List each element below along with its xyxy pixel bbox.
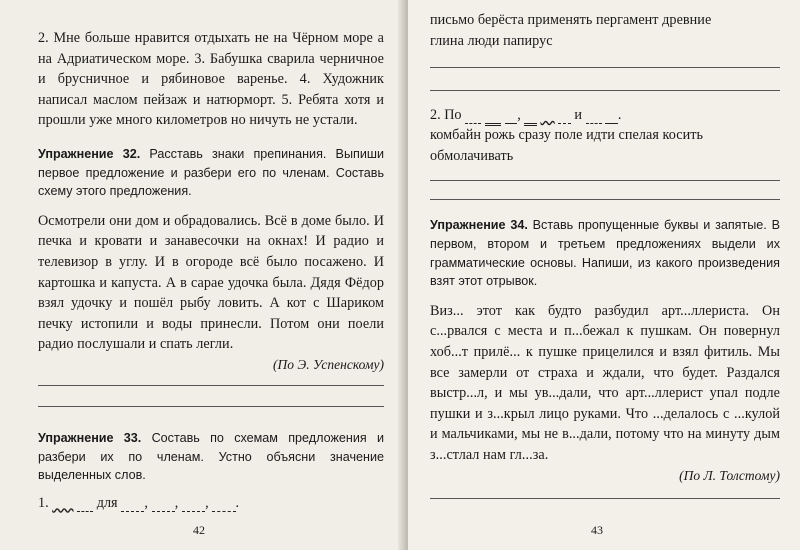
answer-line[interactable]: [430, 90, 780, 91]
exercise-34-credit: (По Л. Толстому): [679, 467, 780, 483]
answer-line[interactable]: [38, 385, 384, 386]
exercise-33-instructions: Составь по схемам предложения и разбери их по членам. Устно объясни значение выделенных слов.: [38, 430, 384, 483]
scheme-predicate-mark: [485, 107, 501, 126]
exercise-33-scheme: 1. для , , , .: [38, 494, 240, 511]
scheme-circumstance-mark: [121, 495, 144, 512]
scheme-circumstance-mark: [586, 107, 602, 124]
exercise-31-sentences: 2. Мне больше нравится отдыхать не на Чёрном море а на Адриатическом море. 3. Бабушка сварила черничное и брусничное и рябиновое варенье. 4. Художник написал маслом пейзаж и натюрморт. 5. Ребята хотя и прошли уже много километров но ничуть не устали.: [38, 30, 384, 129]
scheme-predicate-mark: [52, 495, 73, 511]
exercise-32-credit: (По Э. Успенскому): [273, 356, 384, 372]
exercise-33-scheme-2: 2. По , и .: [430, 105, 780, 125]
page-number-right: 43: [591, 523, 603, 537]
answer-line[interactable]: [430, 199, 780, 200]
scheme-circumstance-mark: [152, 495, 175, 512]
scheme-circumstance-mark: [182, 495, 205, 512]
exercise-34-task: [430, 216, 780, 290]
scheme-subject-mark: [505, 107, 518, 124]
exercise-33-task: [38, 429, 384, 485]
exercise-34-text: Виз... этот как будто разбудил арт...ллериста. Он с...рвался с места и п...бежал к пушкам. Он повернул хоб...т прилё... к пушке прицелился и взял фитиль. Мы все замерли от страха и ждали, что будет. Раздался выстр...л, и мы ув...дали, что арт...ллерист упал подле пушки и з...крыл лицо руками. Что ...делалось с ...кулой и мальчиками, мы не в...дали, потому что на минуту дым з...стлал нам гл...за.: [430, 302, 780, 463]
word-bank-2: комбайн рожь сразу поле идти спелая косить обмолачивать: [430, 127, 703, 164]
answer-line[interactable]: [430, 498, 780, 499]
scheme-predicate-mark: [524, 107, 537, 126]
scheme-attribute-mark: [540, 107, 554, 123]
scheme-number: 1.: [38, 494, 49, 511]
word-bank-line-1: письмо берёста применять пергамент древние: [430, 12, 712, 28]
scheme-subject-mark: [605, 107, 618, 124]
right-page: [408, 0, 800, 550]
scheme-circumstance-mark: [558, 107, 571, 124]
exercise-32-instructions: Расставь знаки препинания. Выпиши первое предложение и разбери его по членам. Составь схему этого предложения.: [38, 146, 384, 199]
exercise-33-heading: Упражнение 33.: [38, 430, 142, 445]
word-bank-line-2: глина люди папирус: [430, 32, 553, 49]
exercise-32-text: Осмотрели они дом и обрадовались. Всё в доме было. И печка и кровати и занавесочки на окнах! И радио и телевизор в углу. И в огороде всё было посажено. И картошка и капуста. А в сарае удочка была. Дядя Фёдор взял удочку и пошёл рыбу ловить. А кот с Шариком печку истопили и воды принесли. Потом они поели радио послушали и спать легли.: [38, 212, 384, 353]
exercise-32-task: [38, 145, 384, 201]
answer-line[interactable]: [430, 67, 780, 68]
answer-line[interactable]: [38, 406, 384, 407]
scheme-circumstance-mark: [465, 107, 481, 124]
scheme-word: для: [96, 494, 118, 511]
page-number-left: 42: [193, 523, 205, 537]
exercise-34-heading: Упражнение 34.: [430, 218, 528, 233]
exercise-34-instructions: Вставь пропущенные буквы и запятые. В первом, втором и третьем предложениях выдели их грамматические основы. Напиши, из какого произведения взят этот отрывок.: [430, 218, 780, 289]
answer-line[interactable]: [430, 180, 780, 181]
scheme-circumstance-mark: [212, 495, 235, 512]
scheme-circumstance-mark: [77, 495, 93, 512]
exercise-32-heading: Упражнение 32.: [38, 146, 141, 161]
scheme-number: 2. По: [430, 107, 462, 124]
